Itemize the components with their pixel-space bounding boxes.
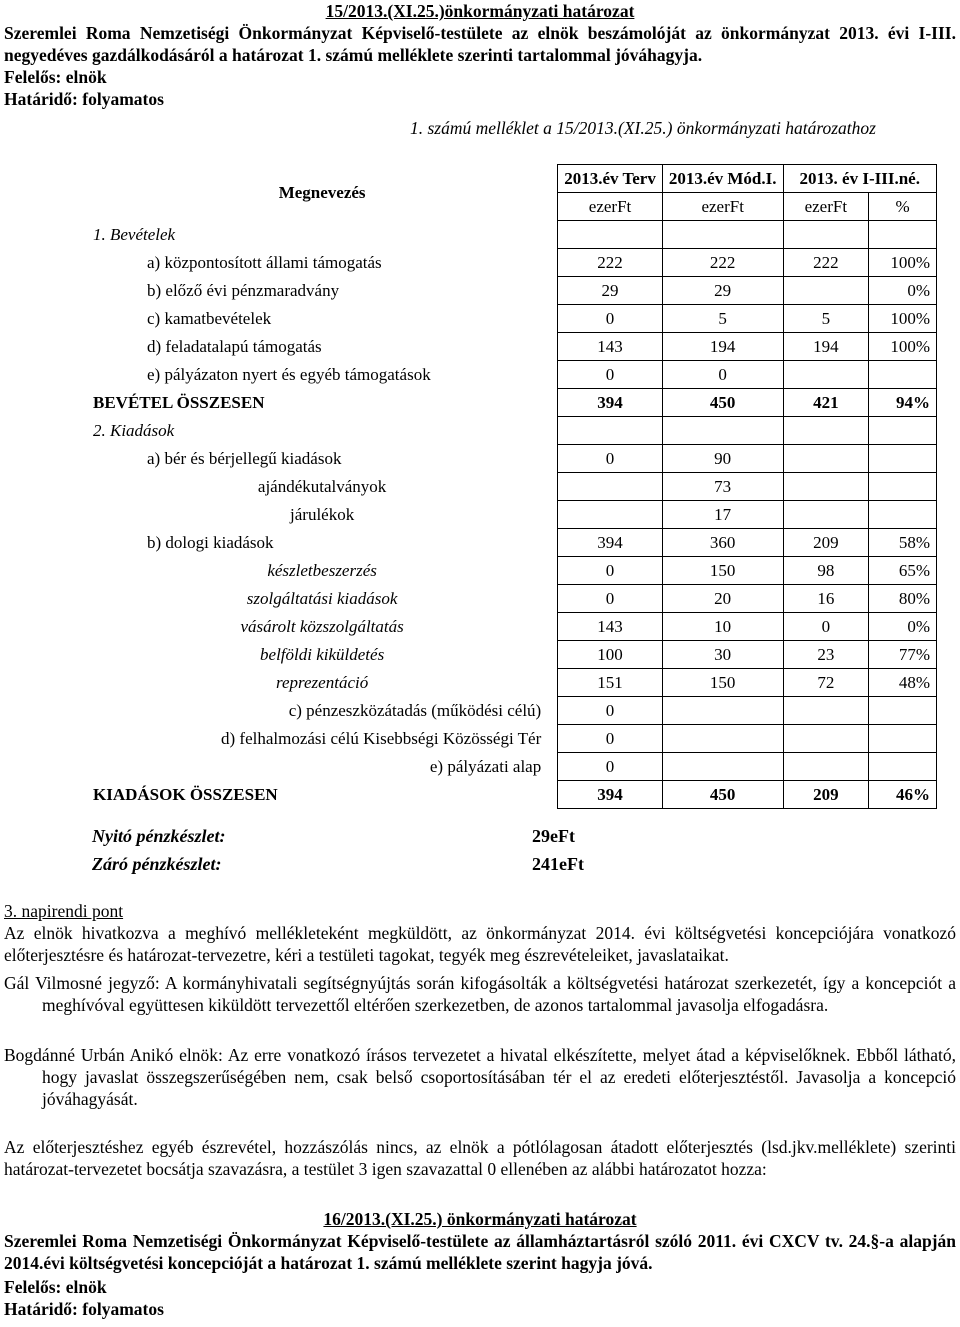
cell-plan: 29: [558, 277, 663, 305]
row-label: b) előző évi pénzmaradvány: [147, 280, 340, 300]
cell-plan: 394: [558, 389, 663, 417]
cell-actual: 23: [783, 641, 869, 669]
table-row: [87, 669, 937, 697]
agenda-paragraph-3: Bogdánné Urbán Anikó elnök: Az erre vonatkozó írásos tervezetet a hivatal elkészítette, melyet átad a képviselőknek. Ebből látható, hogy javaslat összegszerűségében nem, csak belső csoportosításában tér el az eredeti előterjesztéstől. Javasolja a koncepció jóváhagyását.: [4, 1045, 956, 1109]
agenda-paragraph-4: Az előterjesztéshez egyéb észrevétel, hozzászólás nincs, az elnök a pótlólagosan átadott előterjesztés (lsd.jkv.melléklete) szerinti határozat-tervezetet bocsátja szavazásra, a testület 3 igen szavazattal 0 ellenében az alábbi határozatot hozza:: [4, 1137, 956, 1179]
cell-actual: 209: [783, 781, 869, 809]
header-actual: 2013. év I-III.né.: [783, 165, 936, 193]
closing-cash-value: 241eFt: [532, 854, 584, 874]
cell-actual: [783, 445, 869, 473]
row-label: KIADÁSOK ÖSSZESEN: [93, 784, 278, 804]
cell-mod: 90: [662, 445, 783, 473]
cell-actual: 222: [783, 249, 869, 277]
cell-pct: 100%: [869, 333, 937, 361]
header-mod: 2013.év Mód.I.: [662, 165, 783, 193]
cell-pct: [869, 221, 937, 249]
row-label: 1. Bevételek: [93, 224, 176, 244]
cell-pct: [869, 501, 937, 529]
cell-pct: [869, 725, 937, 753]
agenda-paragraph-1: Az elnök hivatkozva a meghívó mellékleteként megküldött, az önkormányzat 2014. évi költségvetési koncepciójára vonatkozó előterjesztésre és határozat-tervezetre, kéri a testületi tagokat, tegyék meg észrevételeiket, javaslataikat.: [4, 923, 956, 965]
table-row: [87, 781, 937, 809]
row-label: a) bér és bérjellegű kiadások: [147, 448, 342, 468]
cell-mod: [662, 417, 783, 445]
cell-plan: 151: [558, 669, 663, 697]
resolution-number-top: 15/2013.(XI.25.)önkormányzati határozat: [325, 1, 635, 21]
row-label: c) pénzeszközátadás (működési célú): [288, 700, 542, 720]
agenda-paragraph-2: Gál Vilmosné jegyző: A kormányhivatali segítségnyújtás során kifogásolták a költségvetési határozat szerkezetét, így a koncepciót a meghívóval együttesen kiküldött tervezettől eltérően szerkezetben, de azonos tartalommal javasolja elfogadásra.: [4, 973, 956, 1015]
opening-cash-label: Nyitó pénzkészlet:: [92, 826, 226, 846]
deadline-bottom: Határidő: folyamatos: [4, 1299, 164, 1319]
cell-pct: 80%: [869, 585, 937, 613]
cell-mod: 30: [662, 641, 783, 669]
cell-actual: 0: [783, 613, 869, 641]
resolution-text-bottom: Szeremlei Roma Nemzetiségi Önkormányzat Képviselő-testülete az államháztartásról szóló 2011. évi CXCV tv. 24.§-a alapján 2014.évi költségvetési koncepcióját a határozat 1. számú melléklete szerint hagyja jóvá.: [4, 1231, 956, 1273]
cell-pct: [869, 445, 937, 473]
table-row: [87, 389, 937, 417]
unit-mod: ezerFt: [662, 193, 783, 221]
cell-mod: 10: [662, 613, 783, 641]
cell-plan: 0: [558, 305, 663, 333]
row-label: d) felhalmozási célú Kisebbségi Közösségi Tér: [221, 728, 542, 748]
row-label: e) pályázaton nyert és egyéb támogatások: [147, 364, 431, 384]
cell-actual: [783, 753, 869, 781]
cell-pct: [869, 753, 937, 781]
row-label: d) feladatalapú támogatás: [147, 336, 322, 356]
table-row: [87, 585, 937, 613]
finance-table: [87, 164, 937, 809]
row-label: vásárolt közszolgáltatás: [240, 616, 404, 636]
table-row: [87, 697, 937, 725]
cell-plan: [558, 221, 663, 249]
table-row: [87, 753, 937, 781]
table-row: [87, 473, 937, 501]
table-row: [87, 249, 937, 277]
cell-actual: 194: [783, 333, 869, 361]
cell-plan: 394: [558, 781, 663, 809]
unit-pct: %: [869, 193, 937, 221]
cell-actual: [783, 501, 869, 529]
cell-plan: [558, 501, 663, 529]
cell-mod: 150: [662, 557, 783, 585]
row-label: belföldi kiküldetés: [260, 644, 385, 664]
deadline-top: Határidő: folyamatos: [4, 89, 164, 109]
cell-plan: [558, 473, 663, 501]
cell-pct: 48%: [869, 669, 937, 697]
table-row: [87, 417, 937, 445]
cell-actual: 98: [783, 557, 869, 585]
table-row: [87, 529, 937, 557]
closing-cash-label: Záró pénzkészlet:: [92, 854, 222, 874]
table-row: [87, 277, 937, 305]
cell-mod: 222: [662, 249, 783, 277]
cell-mod: [662, 697, 783, 725]
cell-pct: 77%: [869, 641, 937, 669]
table-row: [87, 501, 937, 529]
row-label: ajándékutalványok: [257, 476, 387, 496]
cell-actual: 72: [783, 669, 869, 697]
cell-pct: [869, 473, 937, 501]
cell-pct: 0%: [869, 277, 937, 305]
cell-mod: 150: [662, 669, 783, 697]
header-name: Megnevezés: [278, 183, 366, 202]
row-label: e) pályázati alap: [429, 756, 542, 776]
table-row: [87, 333, 937, 361]
cell-actual: 421: [783, 389, 869, 417]
row-label: c) kamatbevételek: [147, 308, 272, 328]
cell-pct: 65%: [869, 557, 937, 585]
cell-mod: 450: [662, 389, 783, 417]
cell-mod: [662, 725, 783, 753]
cell-mod: [662, 221, 783, 249]
cell-actual: [783, 697, 869, 725]
cell-mod: 5: [662, 305, 783, 333]
annex-title: 1. számú melléklet a 15/2013.(XI.25.) önkormányzati határozathoz: [410, 118, 876, 138]
cell-mod: 450: [662, 781, 783, 809]
cell-plan: 100: [558, 641, 663, 669]
cell-pct: 58%: [869, 529, 937, 557]
row-label: BEVÉTEL ÖSSZESEN: [93, 392, 265, 412]
cell-plan: 0: [558, 557, 663, 585]
table-row: [87, 557, 937, 585]
cell-plan: 394: [558, 529, 663, 557]
cell-pct: 100%: [869, 305, 937, 333]
row-label: b) dologi kiadások: [147, 532, 274, 552]
cell-mod: 73: [662, 473, 783, 501]
header-plan: 2013.év Terv: [558, 165, 663, 193]
row-label: reprezentáció: [276, 672, 369, 692]
cell-pct: 94%: [869, 389, 937, 417]
cell-mod: 194: [662, 333, 783, 361]
row-label: a) központosított állami támogatás: [147, 252, 382, 272]
cell-mod: [662, 753, 783, 781]
cell-actual: [783, 277, 869, 305]
cell-actual: [783, 417, 869, 445]
row-label: szolgáltatási kiadások: [246, 588, 398, 608]
table-row: [87, 361, 937, 389]
responsible-top: Felelős: elnök: [4, 67, 107, 87]
cell-actual: 209: [783, 529, 869, 557]
cell-mod: 0: [662, 361, 783, 389]
table-row: [87, 613, 937, 641]
table-row: [87, 221, 937, 249]
table-row: [87, 305, 937, 333]
table-row: [87, 725, 937, 753]
cell-pct: [869, 417, 937, 445]
cell-pct: [869, 697, 937, 725]
cell-actual: [783, 221, 869, 249]
cell-plan: [558, 417, 663, 445]
cell-plan: 0: [558, 361, 663, 389]
table-row: [87, 641, 937, 669]
cell-plan: 0: [558, 697, 663, 725]
unit-plan: ezerFt: [558, 193, 663, 221]
responsible-bottom: Felelős: elnök: [4, 1277, 107, 1297]
row-label: járulékok: [290, 504, 355, 524]
cell-mod: 20: [662, 585, 783, 613]
cell-pct: 100%: [869, 249, 937, 277]
cell-plan: 143: [558, 333, 663, 361]
row-label: készletbeszerzés: [267, 560, 377, 580]
cell-plan: 0: [558, 585, 663, 613]
cell-actual: 16: [783, 585, 869, 613]
cell-actual: [783, 725, 869, 753]
agenda-heading: 3. napirendi pont: [4, 901, 124, 921]
opening-cash-value: 29eFt: [532, 826, 575, 846]
cell-actual: [783, 473, 869, 501]
resolution-number-bottom: 16/2013.(XI.25.) önkormányzati határozat: [323, 1209, 637, 1229]
cell-mod: 29: [662, 277, 783, 305]
cell-plan: 0: [558, 753, 663, 781]
unit-actual: ezerFt: [783, 193, 869, 221]
cell-plan: 143: [558, 613, 663, 641]
cell-plan: 0: [558, 445, 663, 473]
row-label: 2. Kiadások: [93, 420, 175, 440]
cell-pct: [869, 361, 937, 389]
cell-plan: 222: [558, 249, 663, 277]
cell-mod: 360: [662, 529, 783, 557]
cell-actual: 5: [783, 305, 869, 333]
cell-pct: 0%: [869, 613, 937, 641]
cell-pct: 46%: [869, 781, 937, 809]
cell-mod: 17: [662, 501, 783, 529]
cell-actual: [783, 361, 869, 389]
cell-plan: 0: [558, 725, 663, 753]
table-row: [87, 445, 937, 473]
resolution-text-top: Szeremlei Roma Nemzetiségi Önkormányzat Képviselő-testülete az elnök beszámolóját az önkormányzat 2013. évi I-III. negyedéves gazdálkodásáról a határozat 1. számú melléklete szerinti tartalommal jóváhagyja.: [4, 23, 956, 65]
